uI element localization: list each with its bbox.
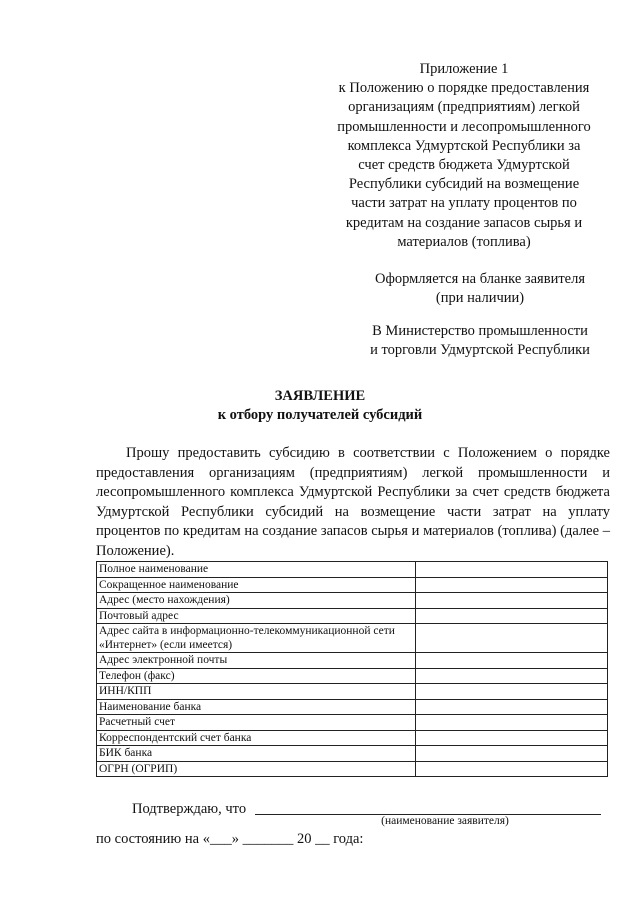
appendix-line: комплекса Удмуртской Республики за xyxy=(347,137,581,154)
field-label: Расчетный счет xyxy=(97,715,416,731)
table-row xyxy=(97,730,608,746)
field-label: Наименование банка xyxy=(97,699,416,715)
recipient-line: В Министерство промышленности xyxy=(372,323,588,339)
field-value-cell[interactable] xyxy=(416,684,608,700)
letterhead-note-line: (при наличии) xyxy=(435,290,525,307)
field-value-cell[interactable] xyxy=(416,668,608,684)
table-row xyxy=(97,608,608,624)
table-row xyxy=(97,668,608,684)
field-label: ОГРН (ОГРИП) xyxy=(97,761,416,777)
table-row xyxy=(97,746,608,762)
applicant-details-table xyxy=(96,561,608,777)
intro-paragraph: Прошу предоставить субсидию в соответствии с Положением о порядке предоставления организациям (предприятиям) легкой промышленности и лесопромышленного комплекса Удмуртской Республики за счет средств бюджета Удмуртской Республики субсидий на возмещение части затрат на уплату процентов по кредитам на создание запасов сырья и материалов (топлива) (далее – Положение). xyxy=(96,445,610,559)
table-row xyxy=(97,699,608,715)
field-label: Адрес (место нахождения) xyxy=(97,593,416,609)
field-value-cell[interactable] xyxy=(416,624,608,653)
letterhead-note-line: Оформляется на бланке заявителя xyxy=(374,271,586,287)
field-label: Адрес сайта в информационно-телекоммуникационной сети «Интернет» (если имеется) xyxy=(97,624,416,653)
appendix-line: организациям (предприятиям) легкой xyxy=(348,99,580,116)
table-row xyxy=(97,653,608,669)
field-value-cell[interactable] xyxy=(416,730,608,746)
appendix-line: кредитам на создание запасов сырья и xyxy=(345,214,583,231)
appendix-line: материалов (топлива) xyxy=(397,233,531,250)
table-row xyxy=(97,593,608,609)
field-label: Полное наименование xyxy=(97,562,416,578)
field-label: Адрес электронной почты xyxy=(97,653,416,669)
field-label: Телефон (факс) xyxy=(97,668,416,684)
field-label: ИНН/КПП xyxy=(97,684,416,700)
recipient-line: и торговли Удмуртской Республики xyxy=(370,342,590,359)
title-subtitle: к отбору получателей субсидий xyxy=(217,406,423,423)
document-title xyxy=(0,387,640,424)
field-value-cell[interactable] xyxy=(416,746,608,762)
appendix-header xyxy=(318,60,610,252)
field-value-cell[interactable] xyxy=(416,761,608,777)
table-row xyxy=(97,562,608,578)
field-value-cell[interactable] xyxy=(416,593,608,609)
confirm-text: Подтверждаю, что xyxy=(132,801,247,817)
table-row xyxy=(97,577,608,593)
appendix-line: Приложение 1 xyxy=(419,61,509,77)
field-value-cell[interactable] xyxy=(416,653,608,669)
table-row xyxy=(97,684,608,700)
field-label: Почтовый адрес xyxy=(97,608,416,624)
appendix-line: промышленности и лесопромышленного xyxy=(337,118,591,135)
field-label: Сокращенное наименование xyxy=(97,577,416,593)
appendix-line: к Положению о порядке предоставления xyxy=(338,80,590,97)
table-row xyxy=(97,715,608,731)
field-value-cell[interactable] xyxy=(416,562,608,578)
field-label: Корреспондентский счет банка xyxy=(97,730,416,746)
title-main: ЗАЯВЛЕНИЕ xyxy=(274,388,366,404)
field-value-cell[interactable] xyxy=(416,577,608,593)
letterhead-note xyxy=(350,270,610,308)
field-value-cell[interactable] xyxy=(416,608,608,624)
field-value-cell[interactable] xyxy=(416,699,608,715)
appendix-line: Республики субсидий на возмещение xyxy=(348,176,580,193)
as-of-date-line: по состоянию на «___» _______ 20 __ года: xyxy=(96,831,364,847)
field-label: БИК банка xyxy=(97,746,416,762)
field-value-cell[interactable] xyxy=(416,715,608,731)
appendix-line: части затрат на уплату процентов по xyxy=(351,195,577,212)
recipient-block xyxy=(340,322,620,360)
table-row xyxy=(97,761,608,777)
appendix-line: счет средств бюджета Удмуртской xyxy=(358,157,570,174)
table-row xyxy=(97,624,608,653)
applicant-name-hint: (наименование заявителя) xyxy=(381,815,509,827)
